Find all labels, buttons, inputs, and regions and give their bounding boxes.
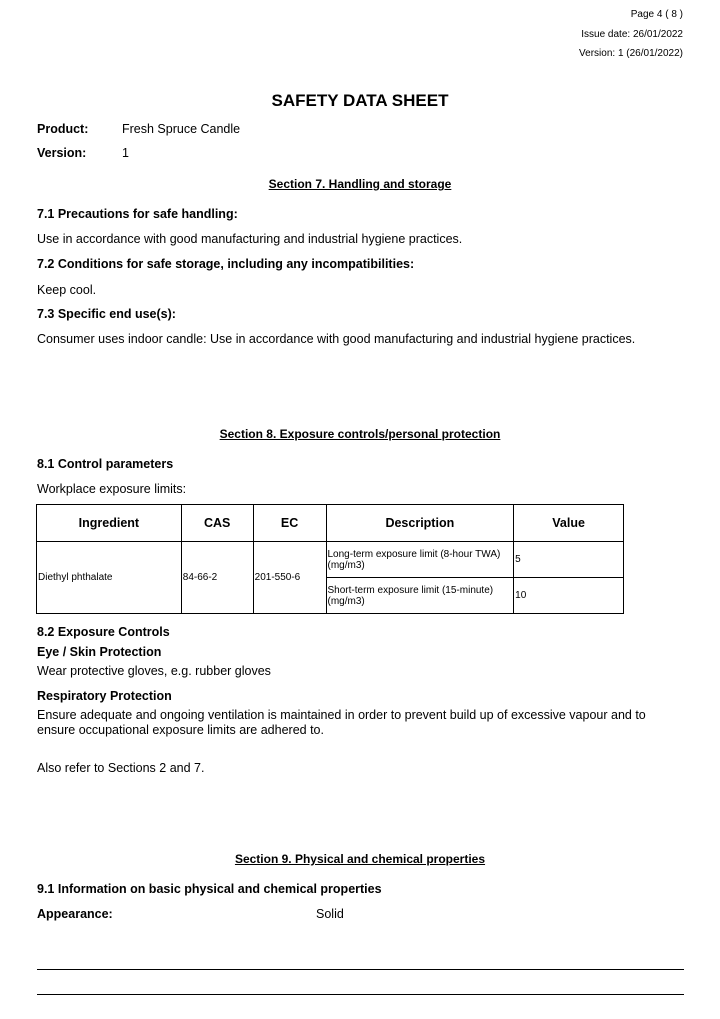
version-label: Version: [37, 146, 87, 160]
appearance-value: Solid [316, 907, 344, 921]
exposure-limits-table [36, 504, 624, 614]
section-7-1-title: 7.1 Precautions for safe handling: [37, 207, 238, 221]
respiratory-text: Ensure adequate and ongoing ventilation is maintained in order to prevent build up of excessive vapour and to ensure occupational exposure limits are adhered to. [37, 708, 646, 737]
section-7-2-text: Keep cool. [37, 283, 97, 297]
issue-date: Issue date: 26/01/2022 [581, 29, 683, 40]
section-8-1-text: Workplace exposure limits: [37, 482, 187, 496]
section-9-1-title: 9.1 Information on basic physical and chemical properties [37, 882, 382, 896]
section-7-3-title: 7.3 Specific end use(s): [37, 307, 176, 321]
footer-divider-top [37, 969, 684, 970]
description-cell: Short-term exposure limit (15-minute) (mg/m3) [326, 578, 514, 614]
section-8-2-title: 8.2 Exposure Controls [37, 625, 170, 639]
col-header-value: Value [514, 505, 624, 542]
document-title: SAFETY DATA SHEET [271, 91, 449, 110]
section-7-heading: Section 7. Handling and storage [268, 177, 452, 191]
section-7-1-text: Use in accordance with good manufacturing and industrial hygiene practices. [37, 232, 463, 246]
ingredient-cell: Diethyl phthalate [37, 542, 182, 614]
eye-skin-text: Wear protective gloves, e.g. rubber gloves [37, 664, 271, 678]
col-header-ingredient: Ingredient [37, 505, 182, 542]
table-row [37, 542, 624, 578]
table-header-row [37, 505, 624, 542]
footer-divider-bottom [37, 994, 684, 995]
section-8-heading: Section 8. Exposure controls/personal protection [219, 427, 501, 441]
product-label: Product: [37, 122, 89, 136]
refer-sections-text: Also refer to Sections 2 and 7. [37, 761, 205, 775]
ec-cell: 201-550-6 [253, 542, 326, 614]
page-number: Page 4 ( 8 ) [630, 9, 683, 20]
product-value: Fresh Spruce Candle [122, 122, 241, 136]
section-7-3-text: Consumer uses indoor candle: Use in accordance with good manufacturing and industrial hygiene practices. [37, 332, 636, 346]
section-9-heading: Section 9. Physical and chemical properties [234, 852, 486, 866]
value-cell: 10 [514, 578, 624, 614]
version-value: 1 [122, 146, 129, 160]
respiratory-title: Respiratory Protection [37, 689, 172, 703]
section-7-2-title: 7.2 Conditions for safe storage, including any incompatibilities: [37, 257, 415, 271]
version-date: Version: 1 (26/01/2022) [579, 48, 683, 59]
section-8-1-title: 8.1 Control parameters [37, 457, 174, 471]
value-cell: 5 [514, 542, 624, 578]
eye-skin-title: Eye / Skin Protection [37, 645, 162, 659]
cas-cell: 84-66-2 [181, 542, 253, 614]
col-header-ec: EC [253, 505, 326, 542]
col-header-description: Description [326, 505, 514, 542]
description-cell: Long-term exposure limit (8-hour TWA) (mg/m3) [326, 542, 514, 578]
col-header-cas: CAS [181, 505, 253, 542]
appearance-label: Appearance: [37, 907, 113, 921]
